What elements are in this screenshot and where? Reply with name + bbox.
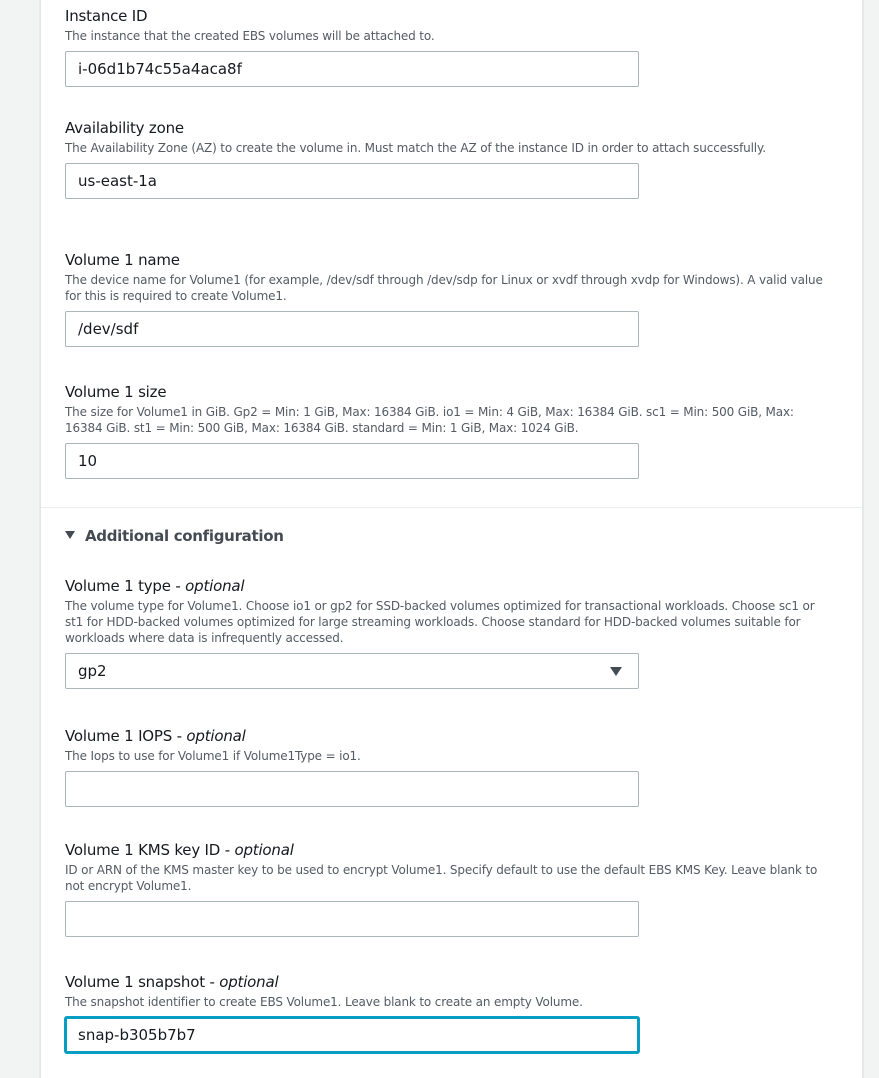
instance-id-label: Instance ID [65, 7, 148, 25]
volume1-kms-key-id-label [65, 840, 825, 860]
optional-tag: optional [186, 727, 246, 745]
volume1-kms-key-id-description: ID or ARN of the KMS master key to be used to encrypt Volume1. Specify default to use the default EBS KMS Key. Leave blank to not encrypt Volume1. [65, 863, 818, 893]
volume1-iops-input[interactable] [65, 771, 639, 807]
volume1-type-label-text: Volume 1 type - [65, 577, 186, 595]
field-volume1-kms-key-id [65, 840, 825, 937]
volume1-snapshot-label-text: Volume 1 snapshot - [65, 973, 220, 991]
field-volume1-iops [65, 726, 825, 807]
optional-tag: optional [219, 973, 279, 991]
volume1-type-select[interactable] [65, 653, 639, 689]
volume1-snapshot-input[interactable] [65, 1017, 639, 1053]
volume1-name-label: Volume 1 name [65, 251, 180, 269]
field-instance-id [65, 6, 825, 87]
availability-zone-description: The Availability Zone (AZ) to create the volume in. Must match the AZ of the instance ID in order to attach successfully. [65, 141, 766, 155]
field-volume1-snapshot [65, 972, 825, 1053]
instance-id-description: The instance that the created EBS volumes will be attached to. [65, 29, 435, 43]
field-volume1-type [65, 576, 825, 689]
volume1-size-description: The size for Volume1 in GiB. Gp2 = Min: 1 GiB, Max: 16384 GiB. io1 = Min: 4 GiB, Max: 16384 GiB. sc1 = Min: 500 GiB, Max: 16384 GiB. st1 = Min: 500 GiB, Max: 16384 GiB. standard = Min: 1 GiB, Max: 1024 GiB. [65, 405, 794, 435]
caret-down-icon [65, 531, 75, 539]
field-availability-zone [65, 118, 825, 199]
volume1-size-label: Volume 1 size [65, 383, 167, 401]
instance-id-input[interactable] [65, 51, 639, 87]
volume1-iops-label [65, 726, 825, 746]
availability-zone-label: Availability zone [65, 119, 184, 137]
volume1-iops-description: The Iops to use for Volume1 if Volume1Type = io1. [65, 749, 361, 763]
section-divider [41, 507, 862, 508]
volume1-name-input[interactable] [65, 311, 639, 347]
field-volume1-name [65, 250, 825, 347]
volume1-snapshot-label [65, 972, 825, 992]
volume1-name-description: The device name for Volume1 (for example, /dev/sdf through /dev/sdp for Linux or xvdf through xvdp for Windows). A valid value for this is required to create Volume1. [65, 273, 823, 303]
volume1-kms-key-id-label-text: Volume 1 KMS key ID - [65, 841, 235, 859]
volume1-type-description: The volume type for Volume1. Choose io1 or gp2 for SSD-backed volumes optimized for transactional workloads. Choose sc1 or st1 for HDD-backed volumes optimized for large streaming workloads. Choose standard for HDD-backed volumes suitable for workloads where data is infrequently accessed. [65, 599, 815, 645]
field-volume1-size [65, 382, 825, 479]
volume1-kms-key-id-input[interactable] [65, 901, 639, 937]
volume1-size-input[interactable] [65, 443, 639, 479]
optional-tag: optional [234, 841, 294, 859]
additional-configuration-label: Additional configuration [85, 527, 284, 545]
volume1-snapshot-description: The snapshot identifier to create EBS Volume1. Leave blank to create an empty Volume. [65, 995, 583, 1009]
additional-configuration-toggle[interactable] [65, 526, 284, 546]
volume1-type-selected-value: gp2 [78, 662, 107, 680]
optional-tag: optional [185, 577, 245, 595]
availability-zone-input[interactable] [65, 163, 639, 199]
volume1-iops-label-text: Volume 1 IOPS - [65, 727, 187, 745]
dropdown-arrow-icon [610, 667, 622, 676]
parameters-panel [40, 0, 863, 1078]
volume1-type-label [65, 576, 825, 596]
